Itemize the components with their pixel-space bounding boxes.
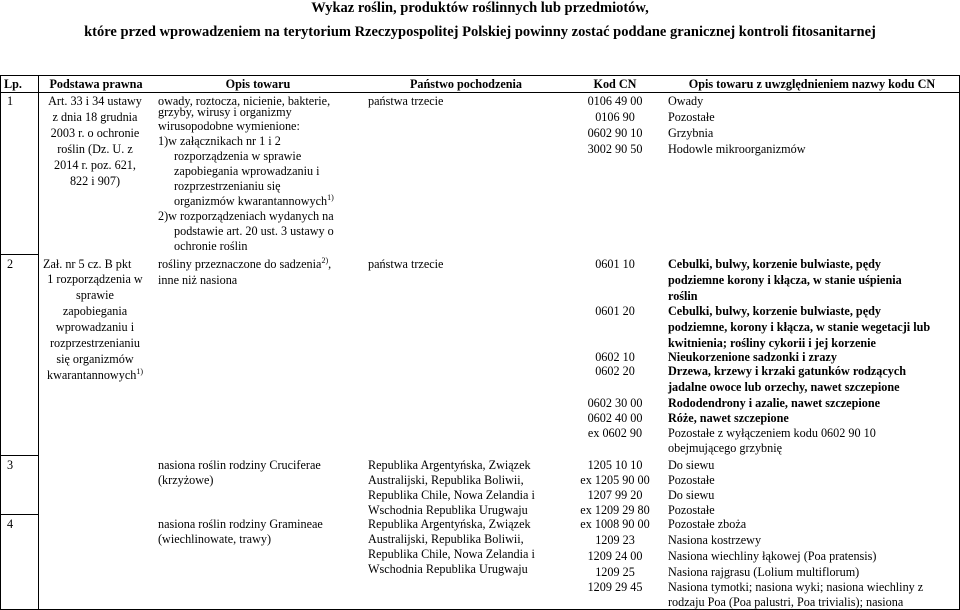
cn-desc: Cebulki, bulwy, korzenie bulwiaste, pędy bbox=[668, 304, 881, 318]
basis-line: sprawie bbox=[76, 288, 114, 302]
title-line-1: Wykaz roślin, produktów roślinnych lub przedmiotów, bbox=[311, 0, 649, 16]
desc-line: rozporządzenia w sprawie bbox=[174, 149, 302, 163]
cn-desc: Pozostałe zboża bbox=[668, 517, 747, 531]
basis-line: wprowadzaniu i bbox=[55, 320, 135, 334]
desc-line: organizmów kwarantannowych bbox=[174, 194, 328, 208]
basis-line: Zał. nr 5 cz. B pkt bbox=[43, 257, 132, 271]
row-divider-2-3 bbox=[0, 455, 38, 456]
footnote-marker-2: 2) bbox=[321, 255, 329, 265]
desc-line: owady, roztocza, nicienie, bakterie, bbox=[158, 94, 331, 108]
cn-code: 0106 49 00 bbox=[587, 94, 643, 108]
cn-code: 0602 10 bbox=[595, 350, 635, 364]
origin-line: Wschodnia Republika Urugwaju bbox=[368, 503, 528, 517]
cn-desc: jadalne owoce lub orzechy, nawet szczepione bbox=[668, 380, 900, 394]
basis-line: 2003 r. o ochronie bbox=[50, 126, 140, 140]
cn-code: 0601 10 bbox=[595, 257, 635, 271]
cn-code: 1209 29 45 bbox=[587, 580, 643, 594]
cn-desc: Cebulki, bulwy, korzenie bulwiaste, pędy bbox=[668, 257, 881, 271]
origin-line: Australijski, Republika Boliwii, bbox=[368, 532, 524, 546]
origin-line: Wschodnia Republika Urugwaju bbox=[368, 562, 528, 576]
cn-code: 0601 20 bbox=[595, 304, 635, 318]
cn-desc: Nasiona kostrzewy bbox=[668, 533, 762, 547]
cn-desc: Nieukorzenione sadzonki i zrazy bbox=[668, 350, 837, 364]
row-1-origin: państwa trzecie bbox=[368, 94, 444, 108]
cn-code: 0602 20 bbox=[595, 364, 635, 378]
cn-code: 1205 10 10 bbox=[587, 458, 643, 472]
cn-code: ex 0602 90 bbox=[587, 426, 643, 440]
cn-code: ex 1008 90 00 bbox=[580, 517, 650, 531]
cn-desc: Nasiona wiechliny łąkowej (Poa pratensis) bbox=[668, 549, 877, 563]
row-4-desc-line-2: (wiechlinowate, trawy) bbox=[158, 532, 272, 546]
cn-code: 3002 90 50 bbox=[587, 142, 643, 156]
basis-line: kwarantannowych bbox=[46, 368, 137, 382]
basis-line: 1 rozporządzenia w bbox=[47, 272, 143, 286]
cn-code: 1209 25 bbox=[595, 565, 635, 579]
origin-line: Australijski, Republika Boliwii, bbox=[368, 473, 524, 487]
title-line-2: które przed wprowadzeniem na terytorium Rzeczypospolitej Polskiej powinny zostać poddane granicznej kontroli fitosanitarnej bbox=[84, 24, 876, 40]
basis-line: zapobiegania bbox=[62, 304, 128, 318]
origin-line: Republika Chile, Nowa Zelandia i bbox=[368, 488, 535, 502]
row-2-lp: 2 bbox=[7, 257, 14, 271]
col-line-1 bbox=[38, 75, 39, 609]
header-lp: Lp. bbox=[4, 77, 22, 91]
header-cn: Kod CN bbox=[593, 77, 637, 91]
cn-code: 0106 90 bbox=[595, 110, 635, 124]
cn-desc: Nasiona tymotki; nasiona wyki; nasiona wiechliny z bbox=[668, 580, 924, 594]
cn-desc: Do siewu bbox=[668, 488, 715, 502]
table-top-border bbox=[0, 75, 960, 76]
cn-desc: obejmującego grzybnię bbox=[668, 441, 783, 455]
cn-desc: Nasiona rajgrasu (Lolium multiflorum) bbox=[668, 565, 860, 579]
row-divider-3-4 bbox=[0, 514, 38, 515]
header-bottom-border bbox=[0, 92, 960, 93]
desc-line: wirusopodobne wymienione: bbox=[158, 119, 300, 133]
cn-desc: Drzewa, krzewy i krzaki gatunków rodzących bbox=[668, 364, 907, 378]
header-basis: Podstawa prawna bbox=[49, 77, 143, 91]
cn-desc: Pozostałe bbox=[668, 503, 715, 517]
cn-desc: roślin bbox=[668, 289, 698, 303]
cn-desc: Rododendrony i azalie, nawet szczepione bbox=[668, 396, 881, 410]
basis-line: rozprzestrzenianiu bbox=[49, 336, 140, 350]
cn-code: ex 1205 90 00 bbox=[580, 473, 650, 487]
basis-line: Art. 33 i 34 ustawy bbox=[48, 94, 142, 108]
cn-desc: Owady bbox=[668, 94, 704, 108]
header-origin: Państwo pochodzenia bbox=[409, 77, 523, 91]
desc-line: ochronie roślin bbox=[174, 239, 248, 253]
cn-desc: Pozostałe bbox=[668, 473, 715, 487]
cn-code: ex 1209 29 80 bbox=[580, 503, 650, 517]
row-4-lp: 4 bbox=[7, 517, 14, 531]
cn-code: 1207 99 20 bbox=[587, 488, 643, 502]
cn-code: 1209 23 bbox=[595, 533, 635, 547]
desc-line: podstawie art. 20 ust. 3 ustawy o bbox=[174, 224, 334, 238]
basis-line: 2014 r. poz. 621, bbox=[54, 158, 136, 172]
cn-desc: Pozostałe z wyłączeniem kodu 0602 90 10 bbox=[668, 426, 876, 440]
cn-desc: Róże, nawet szczepione bbox=[668, 411, 789, 425]
desc-line: 2)w rozporządzeniach wydanych na bbox=[158, 209, 334, 223]
origin-line: Republika Argentyńska, Związek bbox=[368, 458, 531, 472]
origin-line: Republika Argentyńska, Związek bbox=[368, 517, 531, 531]
row-2-desc-line-2: inne niż nasiona bbox=[158, 273, 238, 287]
desc-line: rozprzestrzenianiu się bbox=[174, 179, 281, 193]
footnote-marker: 1) bbox=[327, 192, 334, 202]
cn-code: 0602 30 00 bbox=[587, 396, 643, 410]
cn-desc: Do siewu bbox=[668, 458, 715, 472]
row-3-lp: 3 bbox=[7, 458, 14, 472]
cn-code: 0602 90 10 bbox=[587, 126, 643, 140]
desc-line: zapobiegania wprowadzaniu i bbox=[174, 164, 320, 178]
basis-line: roślin (Dz. U. z bbox=[57, 142, 133, 156]
basis-line: z dnia 18 grudnia bbox=[52, 110, 138, 124]
basis-line: 822 i 907) bbox=[69, 174, 121, 188]
header-cn-desc: Opis towaru z uwzględnieniem nazwy kodu CN bbox=[688, 77, 936, 91]
row-3-desc-line-1: nasiona roślin rodziny Cruciferae bbox=[158, 458, 321, 472]
cn-code: 0602 40 00 bbox=[587, 411, 643, 425]
row-1-lp: 1 bbox=[7, 94, 14, 108]
header-desc: Opis towaru bbox=[225, 77, 291, 91]
row-3-desc-line-2: (krzyżowe) bbox=[158, 473, 214, 487]
cn-desc: Pozostałe bbox=[668, 110, 715, 124]
desc-line: 1)w załącznikach nr 1 i 2 bbox=[158, 134, 281, 148]
row-4-desc-line-1: nasiona roślin rodziny Gramineae bbox=[158, 517, 323, 531]
cn-desc: rodzaju Poa (Poa palustri, Poa trivialis); nasiona bbox=[668, 595, 904, 609]
row-divider-1-2 bbox=[0, 254, 38, 255]
cn-desc: kwitnienia; rośliny cykorii i jej korzenie bbox=[668, 336, 876, 350]
row-2-origin: państwa trzecie bbox=[368, 257, 444, 271]
desc-line: grzyby, wirusy i organizmy bbox=[158, 105, 292, 119]
cn-desc: Grzybnia bbox=[668, 126, 714, 140]
basis-line: się organizmów bbox=[56, 352, 134, 366]
cn-desc: podziemne, korony i kłącza, w stanie wegetacji lub bbox=[668, 320, 931, 334]
row-2-desc-line-1: rośliny przeznaczone do sadzenia bbox=[158, 257, 322, 271]
origin-line: Republika Chile, Nowa Zelandia i bbox=[368, 547, 535, 561]
cn-code: 1209 24 00 bbox=[587, 549, 643, 563]
cn-desc: Hodowle mikroorganizmów bbox=[668, 142, 806, 156]
cn-desc: podziemne korony i kłącza, w stanie uśpienia bbox=[668, 273, 902, 287]
footnote-marker: 1) bbox=[136, 366, 143, 376]
col-line-0 bbox=[0, 75, 1, 609]
